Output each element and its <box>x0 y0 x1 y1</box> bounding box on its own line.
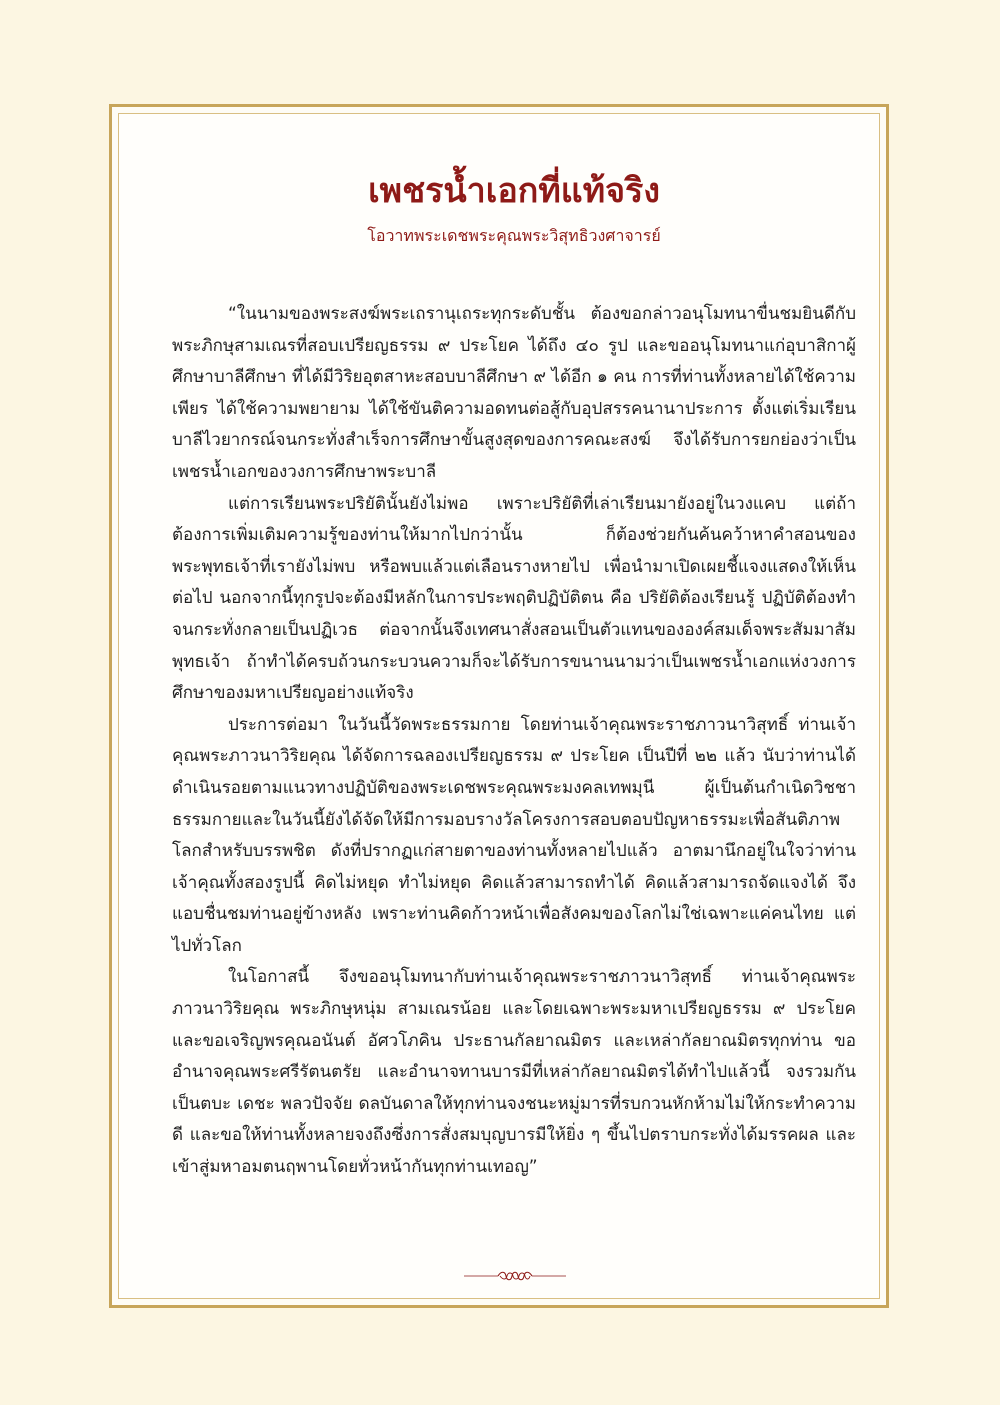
paragraph-2: แต่การเรียนพระปริยัตินั้นยังไม่พอ เพราะปริยัติที่เล่าเรียนมายังอยู่ในวงแคบ แต่ถ้าต้องการเพิ่มเติมความรู้ของท่านให้มากไปกว่านั้น ก็ต้องช่วยกันค้นคว้าหาคำสอนของพระพุทธเจ้าที่เรายังไม่พบ หรือพบแล้วแต่เลือนรางหายไป เพื่อนำมาเปิดเผยชี้แจงแสดงให้เห็นต่อไป นอกจากนี้ทุกรูปจะต้องมีหลักในการประพฤติปฏิบัติตน คือ ปริยัติต้องเรียนรู้ ปฏิบัติต้องทำ จนกระทั่งกลายเป็นปฏิเวธ ต่อจากนั้นจึงเทศนาสั่งสอนเป็นตัวแทนขององค์สมเด็จพระสัมมาสัมพุทธเจ้า ถ้าทำได้ครบถ้วนกระบวนความก็จะได้รับการขนานนามว่าเป็นเพชรน้ำเอกแห่งวงการศึกษาของมหาเปรียญอย่างแท้จริง <box>172 493 856 704</box>
document-body <box>172 299 856 1184</box>
paragraph-1: “ในนามของพระสงฆ์พระเถรานุเถระทุกระดับชั้น ต้องขอกล่าวอนุโมทนาขื่นชมยินดีกับพระภิกษุสามเณรที่สอบเปรียญธรรม ๙ ประโยค ได้ถึง ๔๐ รูป และขออนุโมทนาแก่อุบาสิกาผู้ศึกษาบาลีศึกษา ที่ได้มีวิริยอุตสาหะสอบบาลีศึกษา ๙ ได้อีก ๑ คน การที่ท่านทั้งหลายได้ใช้ความเพียร ได้ใช้ความพยายาม ได้ใช้ขันติความอดทนต่อสู้กับอุปสรรคนานาประการ ตั้งแต่เริ่มเรียนบาลีไวยากรณ์จนกระทั่งสำเร็จการศึกษาขั้นสูงสุดของการคณะสงฆ์ จึงได้รับการยกย่องว่าเป็นเพชรน้ำเอกของวงการศึกษาพระบาลี <box>172 304 856 482</box>
ornament-divider-icon <box>464 1269 566 1283</box>
paragraph-4: ในโอกาสนี้ จึงขออนุโมทนากับท่านเจ้าคุณพระราชภาวนาวิสุทธิ์ ท่านเจ้าคุณพระภาวนาวิริยคุณ พระภิกษุหนุ่ม สามเณรน้อย และโดยเฉพาะพระมหาเปรียญธรรม ๙ ประโยค และขอเจริญพรคุณอนันต์ อัศวโภคิน ประธานกัลยาณมิตร และเหล่ากัลยาณมิตรทุกท่าน ขออำนาจคุณพระศรีรัตนตรัย และอำนาจทานบารมีที่เหล่ากัลยาณมิตรได้ทำไปแล้วนี้ จงรวมกันเป็นตบะ เดชะ พลวปัจจัย ดลบันดาลให้ทุกท่านจงชนะหมู่มารที่รบกวนหักห้ามไม่ให้กระทำความดี และขอให้ท่านทั้งหลายจงถึงซึ่งการสั่งสมบุญบารมีให้ยิ่ง ๆ ขึ้นไปตราบกระทั่งได้มรรคผล และเข้าสู่มหาอมตนฤพานโดยทั่วหน้ากันทุกท่านเทอญ” <box>172 967 856 1178</box>
document-content <box>172 165 856 1184</box>
paragraph-3: ประการต่อมา ในวันนี้วัดพระธรรมกาย โดยท่านเจ้าคุณพระราชภาวนาวิสุทธิ์ ท่านเจ้าคุณพระภาวนาวิริยคุณ ได้จัดการฉลองเปรียญธรรม ๙ ประโยค เป็นปีที่ ๒๒ แล้ว นับว่าท่านได้ดำเนินรอยตามแนวทางปฏิบัติของพระเดชพระคุณพระมงคลเทพมุนี ผู้เป็นต้นกำเนิดวิชชาธรรมกายและในวันนี้ยังได้จัดให้มีการมอบรางวัลโครงการสอบตอบปัญหาธรรมะเพื่อสันติภาพโลกสำหรับบรรพชิต ดังที่ปรากฏแก่สายตาของท่านทั้งหลายไปแล้ว อาตมานึกอยู่ในใจว่าท่านเจ้าคุณทั้งสองรูปนี้ คิดไม่หยุด ทำไม่หยุด คิดแล้วสามารถทำได้ คิดแล้วสามารถจัดแจงได้ จึงแอบชื่นชมท่านอยู่ข้างหลัง เพราะท่านคิดก้าวหน้าเพื่อสังคมของโลกไม่ใช่เฉพาะแค่คนไทย แต่ไปทั่วโลก <box>172 714 856 956</box>
page-title: เพชรน้ำเอกที่แท้จริง <box>368 171 660 211</box>
page-subtitle: โอวาทพระเดชพระคุณพระวิสุทธิวงศาจารย์ <box>367 226 661 245</box>
